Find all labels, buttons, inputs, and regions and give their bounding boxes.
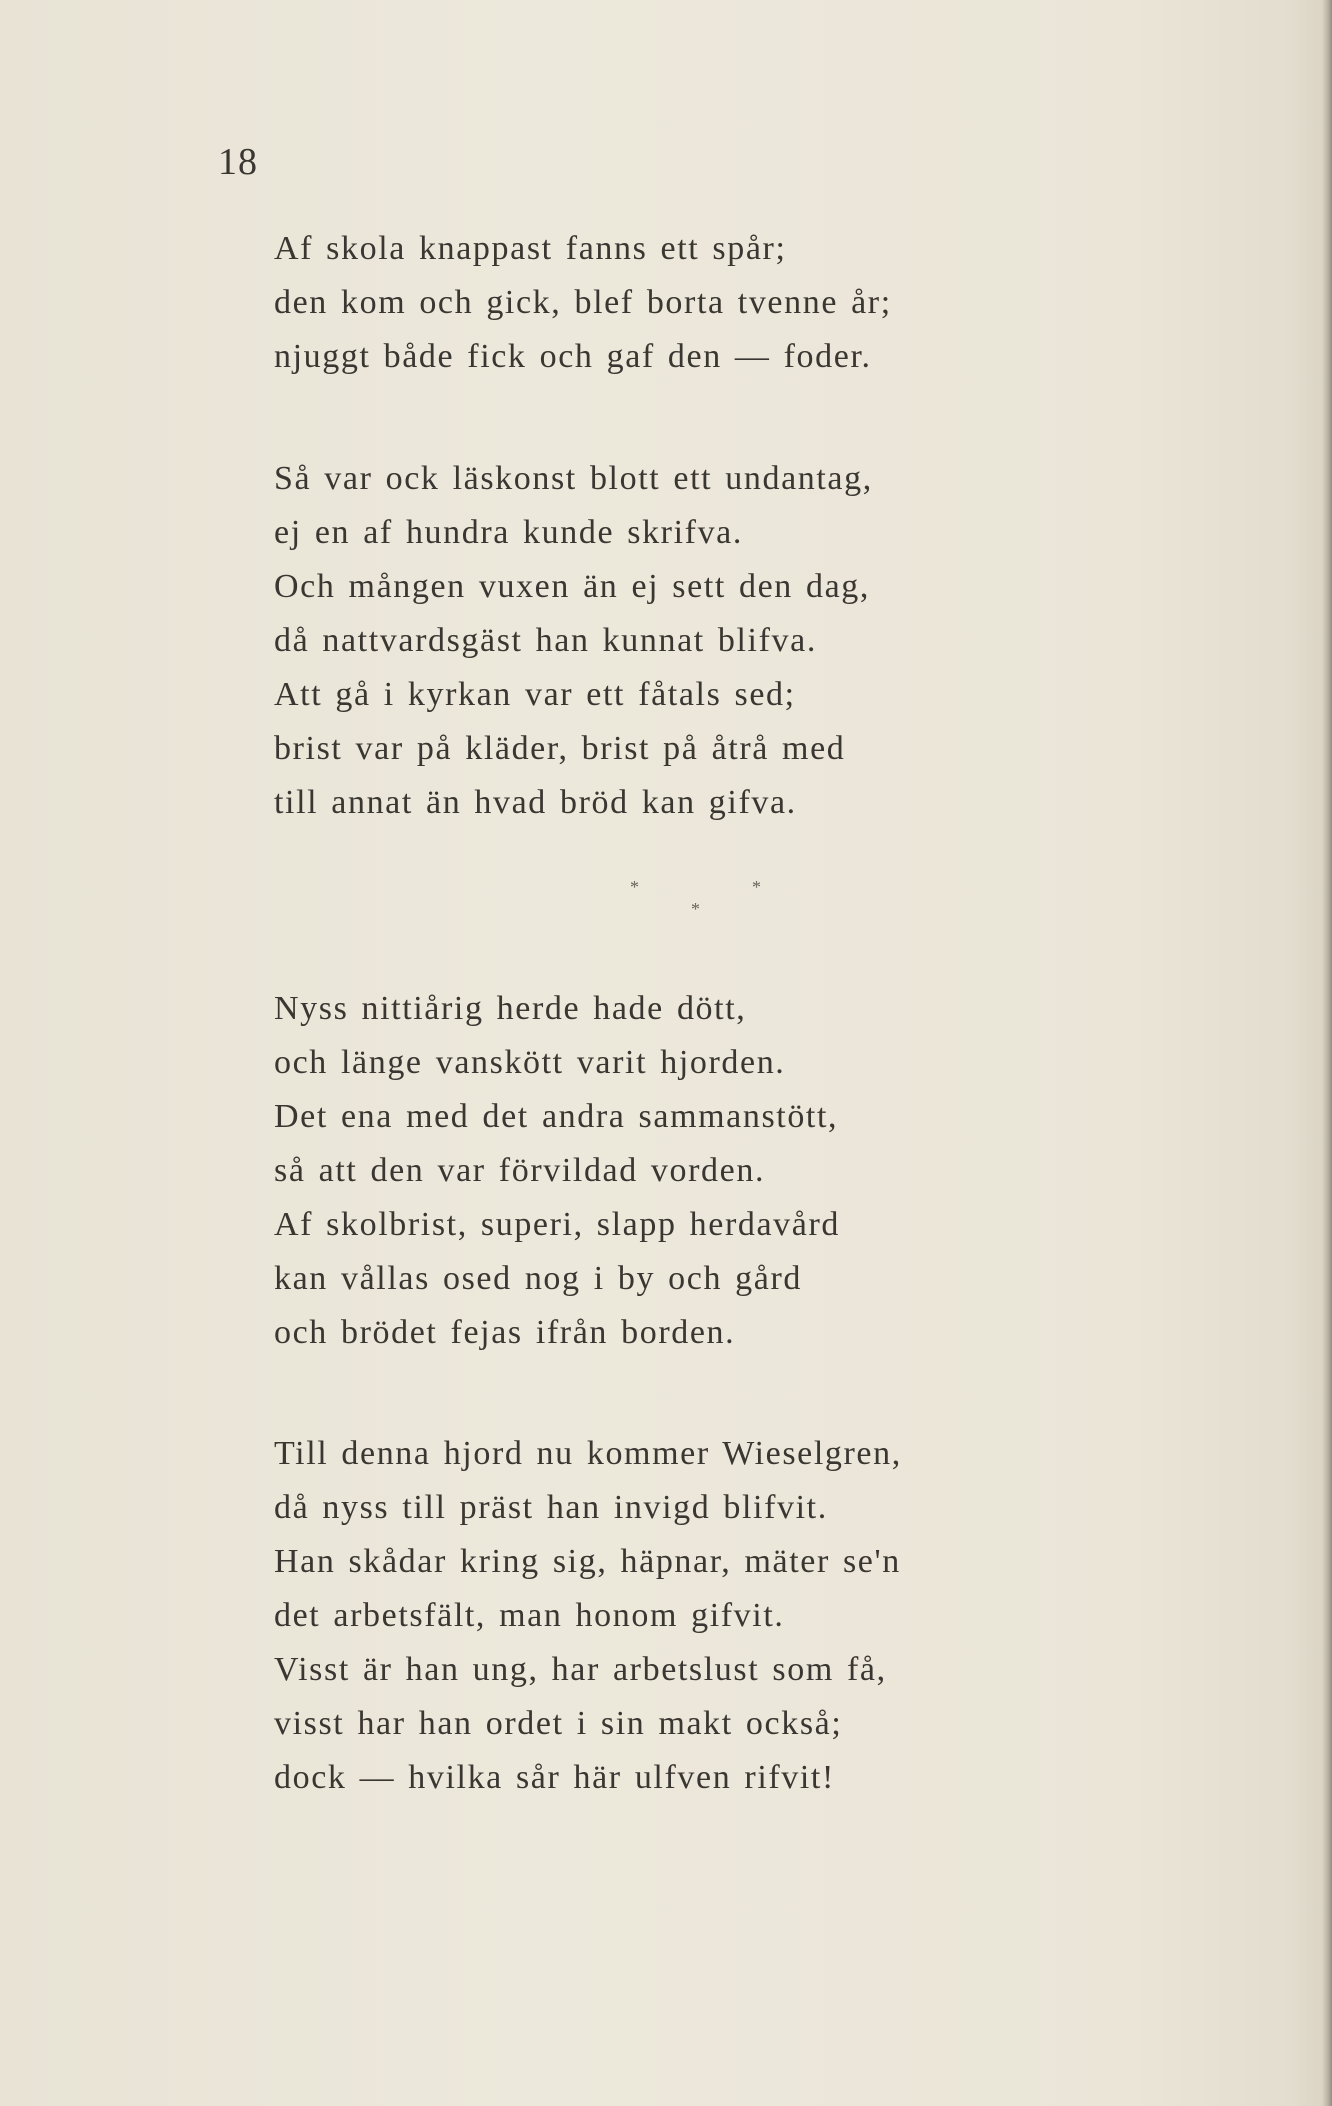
verse-line: visst har han ordet i sin makt också; [274,1705,843,1742]
asterism-star: * [752,877,761,897]
verse-line: njuggt både fick och gaf den — foder. [274,338,872,375]
facing-page-edge [1322,0,1332,2106]
verse-line: kan vållas osed nog i by och gård [274,1260,802,1297]
verse-line: Visst är han ung, har arbetslust som få, [274,1651,887,1688]
stanza-3 [274,982,840,1360]
stanza-1 [274,222,892,384]
verse-line: Nyss nittiårig herde hade dött, [274,990,747,1027]
verse-line: Af skola knappast fanns ett spår; [274,230,787,267]
verse-line: Det ena med det andra sammanstött, [274,1098,839,1135]
verse-line: dock — hvilka sår här ulfven rifvit! [274,1759,835,1796]
verse-line: den kom och gick, blef borta tvenne år; [274,284,892,321]
verse-line: Till denna hjord nu kommer Wieselgren, [274,1435,902,1472]
asterism-star: * [630,877,639,897]
verse-line: Att gå i kyrkan var ett fåtals sed; [274,676,796,713]
verse-line: Och mången vuxen än ej sett den dag, [274,568,870,605]
verse-line: och länge vanskött varit hjorden. [274,1044,786,1081]
verse-line: ej en af hundra kunde skrifva. [274,514,743,551]
verse-line: till annat än hvad bröd kan gifva. [274,784,797,821]
section-separator [620,872,780,922]
verse-line: Af skolbrist, superi, slapp herdavård [274,1206,840,1243]
verse-line: så att den var förvildad vorden. [274,1152,766,1189]
verse-line: Han skådar kring sig, häpnar, mäter se'n [274,1543,901,1580]
verse-line: då nattvardsgäst han kunnat blifva. [274,622,817,659]
asterism-star: * [691,899,700,919]
verse-line: då nyss till präst han invigd blifvit. [274,1489,828,1526]
verse-line: Så var ock läskonst blott ett undantag, [274,460,873,497]
verse-line: brist var på kläder, brist på åtrå med [274,730,846,767]
verse-line: det arbetsfält, man honom gifvit. [274,1597,785,1634]
page-number: 18 [218,141,258,183]
verse-line: och brödet fejas ifrån borden. [274,1314,736,1351]
stanza-4 [274,1427,902,1805]
stanza-2 [274,452,873,830]
